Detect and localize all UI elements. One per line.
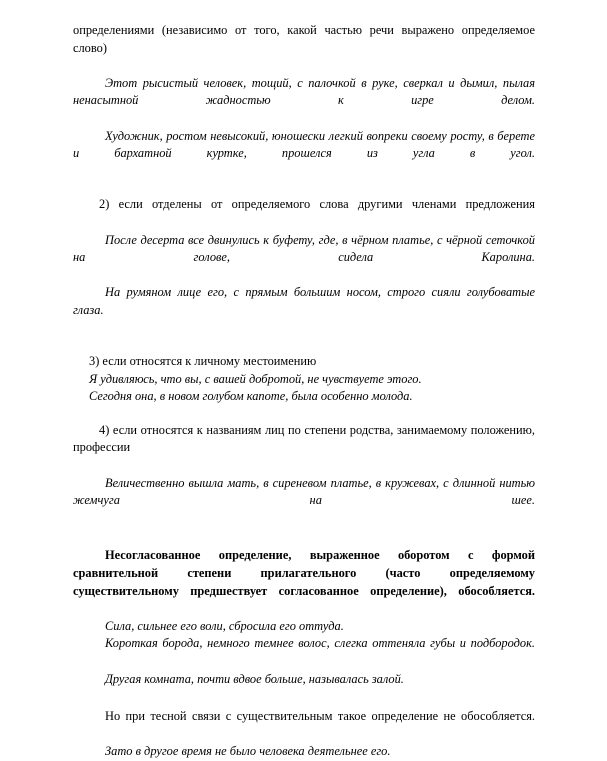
paragraph-example-6: Сегодня она, в новом голубом капоте, была особенно молода. xyxy=(89,389,413,404)
paragraph-rule-3: 3) если относятся к личному местоимению xyxy=(89,354,317,369)
text-body xyxy=(73,22,535,761)
paragraph-example-11: Зато в другое время не было человека деятельнее его. xyxy=(105,744,391,759)
paragraph-rule-2: 2) если отделены от определяемого слова другими членами предложения xyxy=(99,197,535,212)
paragraph-intro-continuation: определениями (независимо от того, какой частью речи выражено определяемое слово) xyxy=(73,23,535,55)
paragraph-rule-4: 4) если относятся к названиям лиц по степени родства, занимаемому положению, профессии xyxy=(73,422,535,455)
paragraph-example-4: На румяном лице его, с прямым большим носом, строго сияли голубоватые глаза. xyxy=(73,285,535,317)
paragraph-example-2: Художник, ростом невысокий, юношески легкий вопреки своему росту, в берете и бархатной куртке, прошелся из угла в угол. xyxy=(73,128,535,161)
paragraph-closing-rule: Но при тесной связи с существительным такое определение не обособляется. xyxy=(105,709,535,724)
paragraph-rule-bold: Несогласованное определение, выраженное оборотом с формой сравнительной степени прилагательного (часто определяемому существительному предшествует согласованное определение), обособляется. xyxy=(73,548,535,598)
paragraph-example-5: Я удивляюсь, что вы, с вашей добротой, не чувствуете этого. xyxy=(89,371,422,386)
paragraph-example-3: После десерта все двинулись к буфету, где, в чёрном платье, с чёрной сеточкой на голове, сидела Каролина. xyxy=(73,232,535,265)
paragraph-example-1: Этот рысистый человек, тощий, с палочкой в руке, сверкал и дымил, пылая ненасытной жадностью к игре делом. xyxy=(73,75,535,108)
paragraph-example-7: Величественно вышла мать, в сиреневом платье, в кружевах, с длинной нитью жемчуга на шее. xyxy=(73,475,535,508)
paragraph-example-9: Короткая борода, немного темнее волос, слегка оттеняла губы и подбородок. xyxy=(105,636,535,651)
paragraph-example-8: Сила, сильнее его воли, сбросила его оттуда. xyxy=(105,618,344,633)
paragraph-example-10: Другая комната, почти вдвое больше, называлась залой. xyxy=(105,671,404,686)
